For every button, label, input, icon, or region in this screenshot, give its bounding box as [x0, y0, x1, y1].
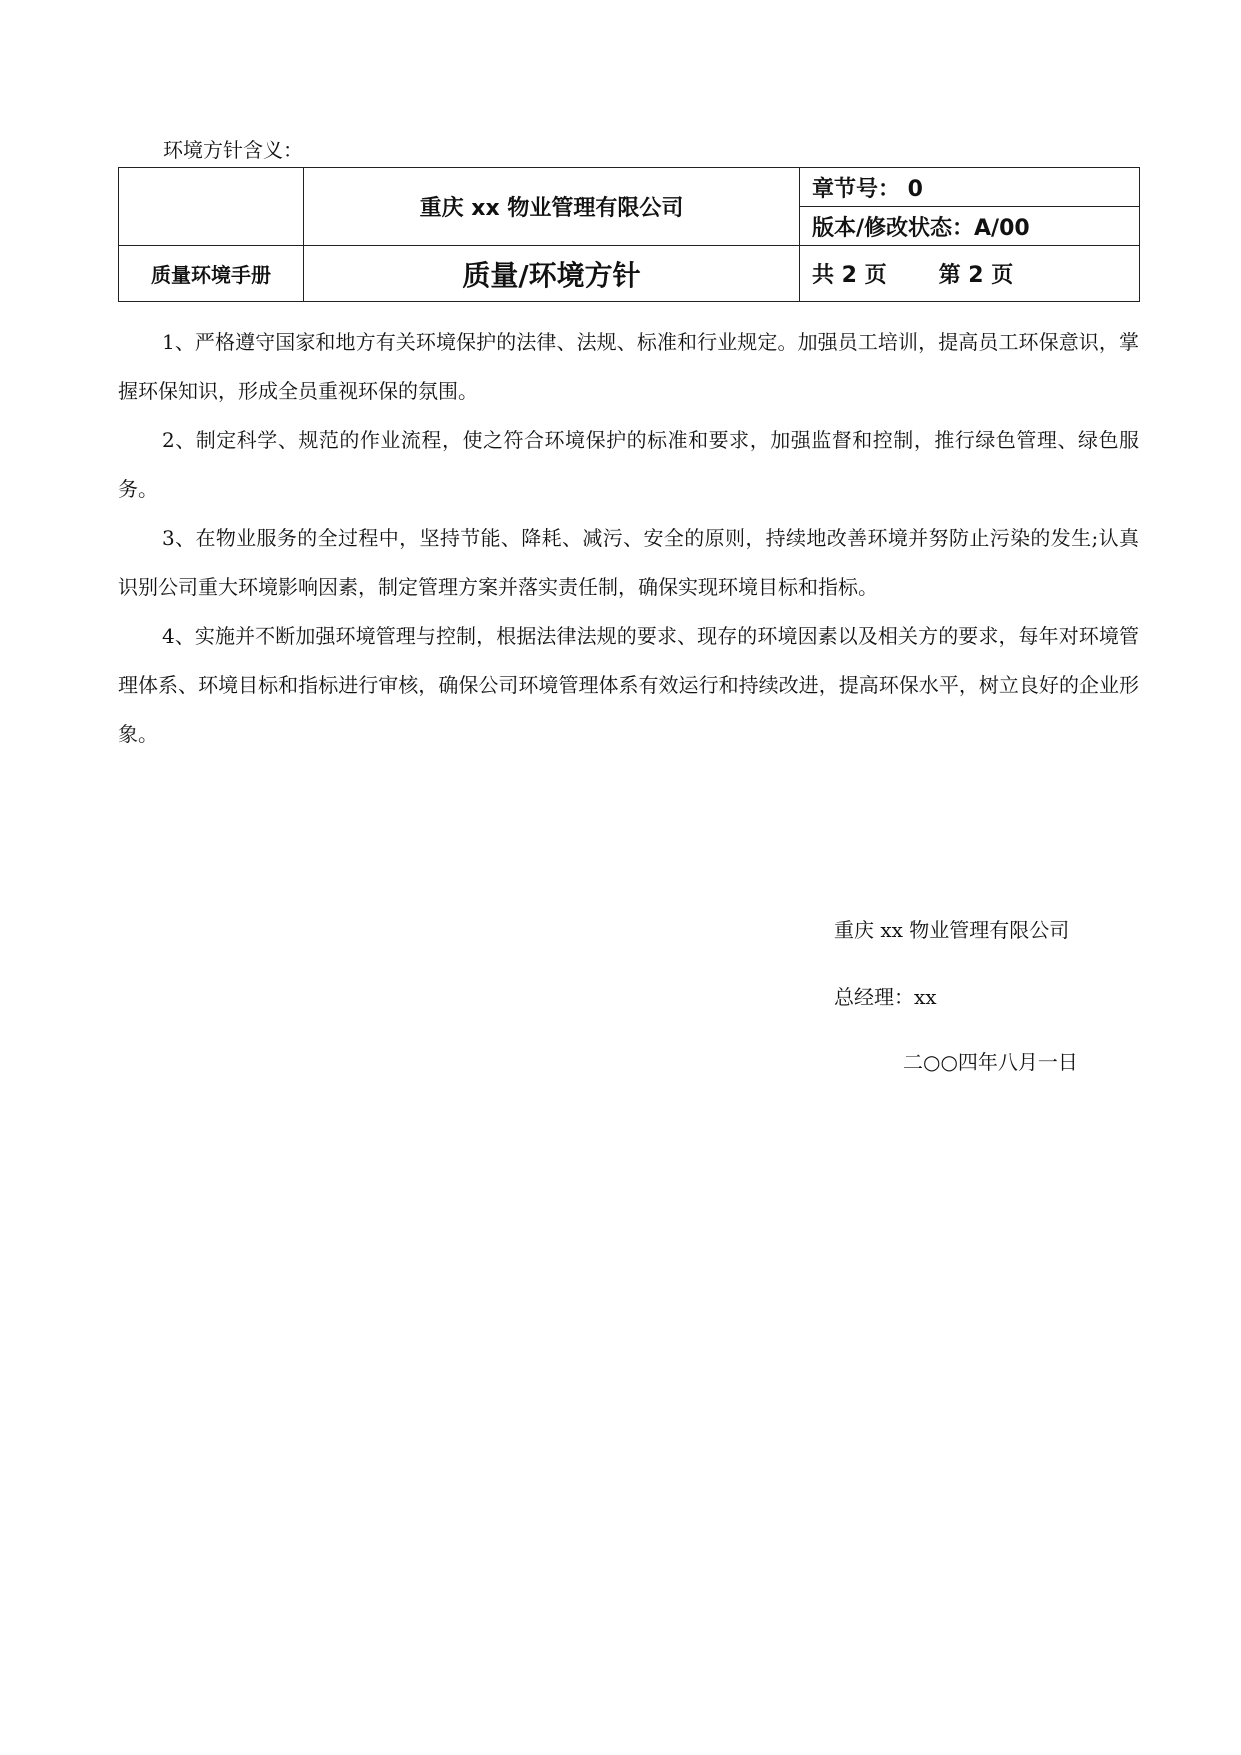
header-document-title: 质量/环境方针 [304, 246, 800, 302]
policy-paragraph-2: 2、制定科学、规范的作业流程，使之符合环境保护的标准和要求，加强监督和控制，推行绿色管理、绿色服务。 [118, 428, 1139, 501]
policy-body [118, 318, 1139, 759]
header-page-info [800, 246, 1140, 302]
signature-manager: 总经理：xx [834, 985, 937, 1009]
signature-company: 重庆 xx 物业管理有限公司 [834, 918, 1070, 942]
policy-paragraph-3: 3、在物业服务的全过程中，坚持节能、降耗、减污、安全的原则，持续地改善环境并努防止污染的发生;认真识别公司重大环境影响因素，制定管理方案并落实责任制，确保实现环境目标和指标。 [118, 526, 1139, 599]
header-page-number: 第 2 页 [938, 263, 1014, 288]
header-chapter-number: 章节号： 0 [800, 168, 1140, 207]
header-version-status: 版本/修改状态：A/00 [800, 207, 1140, 246]
header-total-pages: 共 2 页 [812, 263, 887, 288]
signature-date: 二○○四年八月一日 [903, 1050, 1078, 1074]
policy-paragraph-4: 4、实施并不断加强环境管理与控制，根据法律法规的要求、现存的环境因素以及相关方的要求，每年对环境管理体系、环境目标和指标进行审核，确保公司环境管理体系有效运行和持续改进，提高环保水平，树立良好的企业形象。 [118, 624, 1139, 746]
header-blank-cell [119, 168, 304, 246]
header-company-name: 重庆 xx 物业管理有限公司 [304, 168, 800, 246]
document-header-table [118, 167, 1140, 302]
policy-paragraph-1: 1、严格遵守国家和地方有关环境保护的法律、法规、标准和行业规定。加强员工培训，提高员工环保意识，掌握环保知识，形成全员重视环保的氛围。 [118, 330, 1139, 403]
header-manual-name: 质量环境手册 [119, 246, 304, 302]
intro-label: 环境方针含义： [163, 138, 303, 162]
